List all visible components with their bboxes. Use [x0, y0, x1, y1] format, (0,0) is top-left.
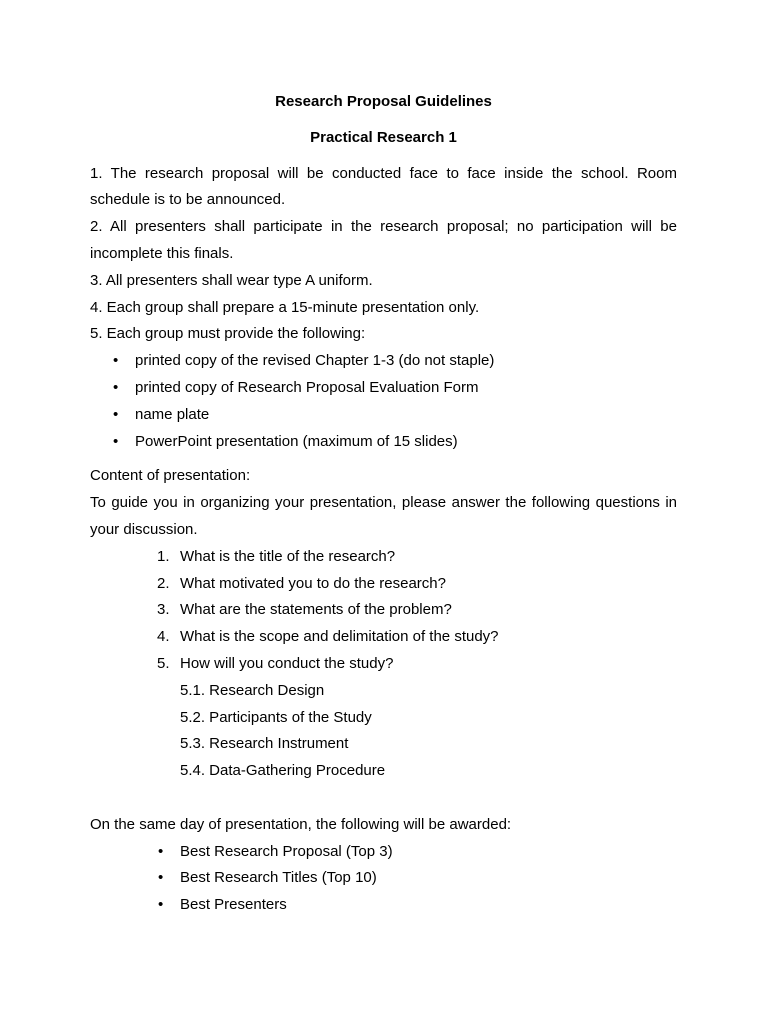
sub-question-item: 5.2. Participants of the Study — [180, 708, 372, 726]
question-item — [90, 624, 677, 651]
content-heading: Content of presentation: — [90, 467, 251, 485]
question-number: 5. — [157, 654, 170, 672]
spacer — [90, 152, 677, 161]
rule-item: 2. All presenters shall participate in the research proposal; no participation will be incomplete this finals. — [90, 218, 677, 262]
award-text: Best Research Proposal (Top 3) — [180, 842, 393, 860]
list-item — [90, 865, 677, 892]
question-item — [90, 571, 677, 598]
document-page — [90, 89, 677, 919]
bullet-icon: • — [158, 842, 164, 860]
question-number: 1. — [157, 547, 170, 565]
awards-list — [90, 839, 677, 919]
requirement-text: name plate — [135, 405, 210, 423]
award-text: Best Research Titles (Top 10) — [180, 869, 377, 887]
rules-list — [90, 161, 677, 349]
awards-heading: On the same day of presentation, the following will be awarded: — [90, 815, 512, 833]
question-text: How will you conduct the study? — [180, 654, 394, 672]
question-number: 4. — [157, 628, 170, 646]
requirement-text: PowerPoint presentation (maximum of 15 slides) — [135, 432, 458, 450]
requirement-text: printed copy of the revised Chapter 1-3 (do not staple) — [135, 352, 495, 370]
question-item — [90, 544, 677, 571]
question-number: 3. — [157, 601, 170, 619]
document-subtitle: Practical Research 1 — [310, 128, 457, 146]
bullet-icon: • — [113, 405, 119, 423]
list-item — [90, 839, 677, 866]
content-intro: To guide you in organizing your presentation, please answer the following questions in your discussion. — [90, 494, 677, 538]
sub-question-item: 5.4. Data-Gathering Procedure — [180, 762, 386, 780]
list-item — [90, 429, 677, 456]
list-item — [90, 402, 677, 429]
bullet-icon: • — [113, 352, 119, 370]
list-item — [90, 892, 677, 919]
question-text: What is the scope and delimitation of the study? — [180, 628, 499, 646]
question-text: What are the statements of the problem? — [180, 601, 452, 619]
rule-item: 5. Each group must provide the following: — [90, 325, 366, 343]
sub-question-item: 5.1. Research Design — [180, 681, 325, 699]
bullet-icon: • — [158, 896, 164, 914]
requirement-text: printed copy of Research Proposal Evaluation Form — [135, 378, 479, 396]
rule-item: 1. The research proposal will be conducted face to face inside the school. Room schedule is to be announced. — [90, 164, 677, 209]
questions-list — [90, 544, 677, 785]
requirements-list — [90, 348, 677, 455]
bullet-icon: • — [158, 869, 164, 887]
document-title: Research Proposal Guidelines — [275, 93, 492, 110]
list-item — [90, 375, 677, 402]
question-item — [90, 651, 677, 678]
question-text: What motivated you to do the research? — [180, 574, 446, 592]
sub-question-item: 5.3. Research Instrument — [180, 735, 349, 753]
question-text: What is the title of the research? — [180, 547, 396, 565]
rule-item: 4. Each group shall prepare a 15-minute presentation only. — [90, 298, 480, 316]
spacer — [90, 455, 677, 463]
list-item — [90, 348, 677, 375]
bullet-icon: • — [113, 378, 119, 396]
spacer — [90, 785, 677, 812]
rule-item: 3. All presenters shall wear type A uniform. — [90, 271, 373, 289]
question-number: 2. — [157, 574, 170, 592]
question-item — [90, 597, 677, 624]
bullet-icon: • — [113, 432, 119, 450]
award-text: Best Presenters — [180, 896, 287, 914]
